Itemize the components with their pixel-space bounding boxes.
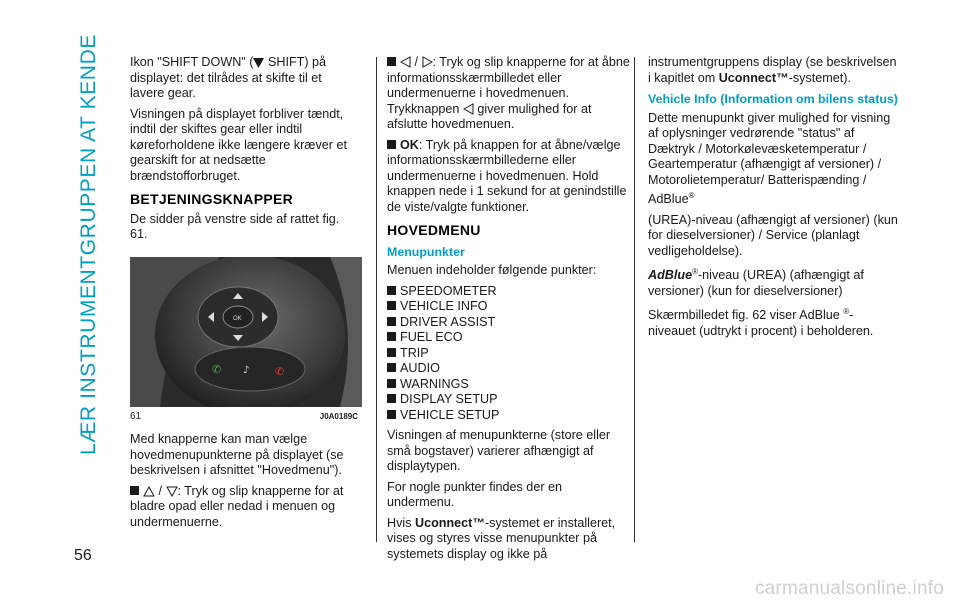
left-arrow-button-icon — [400, 56, 411, 68]
shift-down-icon — [253, 58, 264, 68]
column-1 — [130, 55, 358, 535]
bullet-icon — [130, 486, 139, 495]
bullet-icon — [387, 317, 396, 326]
figure-code: J0A0189C — [319, 411, 358, 421]
list-item: VEHICLE INFO — [387, 299, 632, 315]
bullet-icon — [387, 363, 396, 372]
paragraph: AdBlue®-niveau (UREA) (afhængigt af versioner) (kun for dieselversioner) — [648, 267, 864, 298]
left-arrow-button-icon — [463, 103, 474, 115]
watermark: carmanualsonline.info — [754, 578, 944, 599]
paragraph: De sidder på venstre side af rattet fig. 61. — [130, 211, 340, 241]
subsection-heading: Vehicle Info (Information om bilens status) — [648, 92, 898, 106]
list-item: AUDIO — [387, 361, 632, 377]
list-item: FUEL ECO — [387, 330, 632, 346]
svg-text:✆: ✆ — [275, 364, 285, 378]
paragraph: Visningen på displayet forbliver tændt, indtil der skiftes gear eller indtil køreforholdene ikke længere kræver et gearskift for at nedsætte brændstofforbruget. — [130, 106, 347, 183]
steering-wheel-figure — [130, 257, 362, 407]
list-item: DISPLAY SETUP — [387, 392, 632, 408]
bullet-icon — [387, 379, 396, 388]
paragraph: / : Tryk og slip knapperne for at bladre opad eller nedad i menuen og undermenuerne. — [130, 483, 344, 529]
paragraph: Med knapperne kan man vælge hovedmenupunkterne på displayet (se beskrivelsen i afsnittet "Hovedmenu"). — [130, 432, 344, 477]
paragraph: / : Tryk og slip knapperne for at åbne informationsskærmbilledet eller undermenuerne i hovedmenuen. Trykknappen giver mulighed for at afslutte hovedmenuen. — [387, 55, 630, 131]
menu-items-list — [387, 284, 632, 424]
list-item: DRIVER ASSIST — [387, 315, 632, 331]
bullet-icon — [387, 410, 396, 419]
column-2 — [387, 55, 632, 567]
ok-label: OK — [400, 137, 419, 152]
column-divider — [376, 57, 377, 542]
down-arrow-button-icon — [166, 486, 178, 497]
chapter-title: LÆR INSTRUMENTGRUPPEN AT KENDE — [77, 34, 100, 455]
svg-text:OK: OK — [233, 315, 242, 322]
bullet-icon — [387, 57, 396, 66]
paragraph: Ikon "SHIFT DOWN" ( SHIFT) på displayet: det tilrådes at skifte til et lavere gear. — [130, 55, 327, 100]
paragraph: Visningen af menupunkterne (store eller små bogstaver) varierer afhængigt af displaytypen. — [387, 428, 611, 473]
paragraph: Menuen indeholder følgende punkter: — [387, 263, 597, 277]
paragraph: For nogle punkter findes der en undermenu. — [387, 479, 563, 509]
page-number: 56 — [74, 547, 92, 564]
section-heading: HOVEDMENU — [387, 222, 481, 238]
bullet-icon — [387, 332, 396, 341]
svg-text:♪: ♪ — [243, 364, 250, 376]
list-item: VEHICLE SETUP — [387, 408, 632, 424]
bullet-icon — [387, 286, 396, 295]
paragraph: (UREA)-niveau (afhængigt af versioner) (kun for dieselversioner) / Service (planlagt vedligeholdelse). — [648, 212, 898, 258]
subsection-heading: Menupunkter — [387, 244, 465, 259]
paragraph: Hvis Uconnect™-systemet er installeret, vises og styres visse menupunkter på systemets display og ikke på — [387, 515, 616, 561]
paragraph: Skærmbilledet fig. 62 viser AdBlue ®-niveauet (udtrykt i procent) i beholderen. — [648, 307, 874, 339]
list-item: WARNINGS — [387, 377, 632, 393]
figure-caption — [130, 409, 358, 425]
bullet-icon — [387, 301, 396, 310]
section-heading: BETJENINGSKNAPPER — [130, 191, 294, 207]
bullet-icon — [387, 140, 396, 149]
column-3 — [648, 55, 898, 345]
bullet-icon — [387, 394, 396, 403]
paragraph: OK: Tryk på knappen for at åbne/vælge informationsskærmbillederne eller undermenuerne i hovedmenuen. Hold knappen nede i 1 sekund for at genindstille de viste/valgte funktioner. — [387, 137, 627, 214]
steering-wheel-photo — [130, 257, 362, 407]
list-item: SPEEDOMETER — [387, 284, 632, 300]
right-arrow-button-icon — [422, 56, 433, 68]
figure-number: 61 — [130, 410, 142, 422]
paragraph: instrumentgruppens display (se beskrivelsen i kapitlet om Uconnect™-systemet). — [648, 55, 897, 85]
up-arrow-button-icon — [143, 486, 155, 497]
svg-text:✆: ✆ — [212, 362, 222, 376]
list-item: TRIP — [387, 346, 632, 362]
bullet-icon — [387, 348, 396, 357]
column-divider — [634, 57, 635, 542]
paragraph: Dette menupunkt giver mulighed for visning af oplysninger vedrørende "status" af Dæktryk / Motorkølevæsketemperatur / Geartemperatur (afhængigt af versioner) / Motorolietemperatur/ Batterispænding / AdBlue® — [648, 110, 891, 207]
